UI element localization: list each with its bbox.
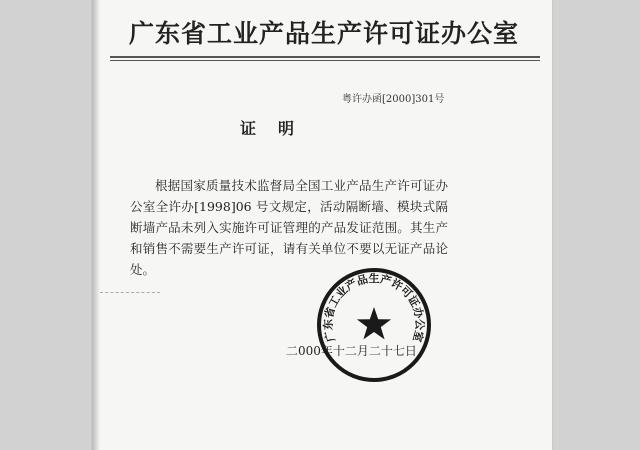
header-rule-thick xyxy=(110,56,540,58)
issuer-header: 广东省工业产品生产许可证办公室 xyxy=(128,19,519,48)
document-page xyxy=(92,0,552,450)
document-date: 二000年十二月二十七日 xyxy=(286,344,417,358)
official-seal xyxy=(314,265,434,385)
document-body: 根据国家质量技术监督局全国工业产品生产许可证办公室全许办[1998]06 号文规定，活动隔断墙、模块式隔断墙产品未列入实施许可证管理的产品发证范围。其生产和销售不需要生产许可证，请有关单位不要以无证产品论处。 xyxy=(130,178,448,277)
seal-star-icon xyxy=(357,307,391,339)
seal-lettering: 广东省工业产品生产许可证办公室 xyxy=(321,272,427,344)
fold-line xyxy=(100,292,160,293)
document-number: 粤许办函[2000]301号 xyxy=(342,94,445,105)
header-rule-thin xyxy=(110,60,540,61)
document-title: 证明 xyxy=(240,119,317,138)
